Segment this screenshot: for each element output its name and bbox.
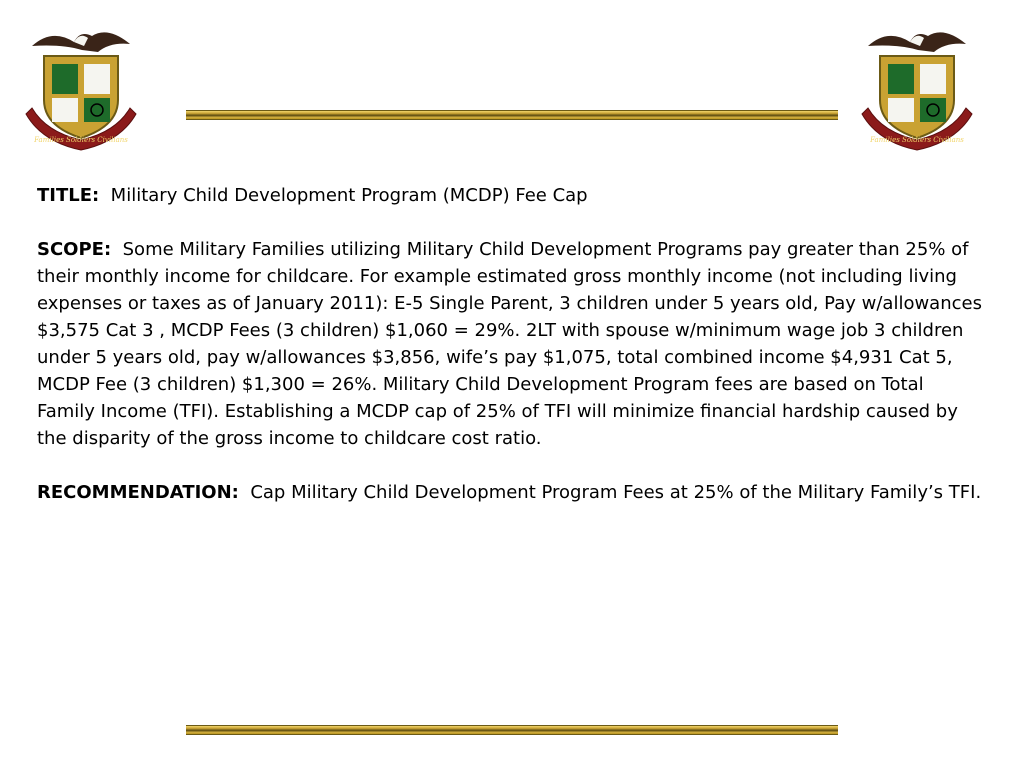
title-label: TITLE: bbox=[37, 185, 100, 206]
crest-logo-right bbox=[858, 22, 976, 154]
recommendation-text: Cap Military Child Development Program Fees at 25% of the Military Family’s TFI. bbox=[250, 482, 982, 503]
crest-logo-left bbox=[22, 22, 140, 154]
crest-motto: Families Soldiers Civilians bbox=[34, 136, 128, 144]
bottom-divider bbox=[186, 725, 838, 735]
slide-body bbox=[37, 182, 987, 533]
scope-paragraph bbox=[37, 236, 987, 452]
recommendation-label: RECOMMENDATION: bbox=[37, 482, 239, 503]
title-paragraph bbox=[37, 182, 987, 209]
crest-motto: Families Soldiers Civilians bbox=[870, 136, 964, 144]
title-text: Military Child Development Program (MCDP) Fee Cap bbox=[110, 185, 588, 206]
scope-label: SCOPE: bbox=[37, 239, 112, 260]
scope-text: Some Military Families utilizing Military Child Development Programs pay greater than 25% of their monthly income for childcare. For example estimated gross monthly income (not including living expenses or taxes as of January 2011): E-5 Single Parent, 3 children under 5 years old, Pay w/allowances $3,575 Cat 3 , MCDP Fees (3 children) $1,060 = 29%. 2LT with spouse w/minimum wage job 3 children under 5 years old, pay w/allowances $3,856, wife’s pay $1,075, total combined income $4,931 Cat 5, MCDP Fee (3 children) $1,300 = 26%. Military Child Development Program fees are based on Total Family Income (TFI). Establishing a MCDP cap of 25% of TFI will minimize financial hardship caused by the disparity of the gross income to childcare cost ratio. bbox=[37, 239, 982, 449]
top-divider bbox=[186, 110, 838, 120]
recommendation-paragraph bbox=[37, 479, 987, 506]
